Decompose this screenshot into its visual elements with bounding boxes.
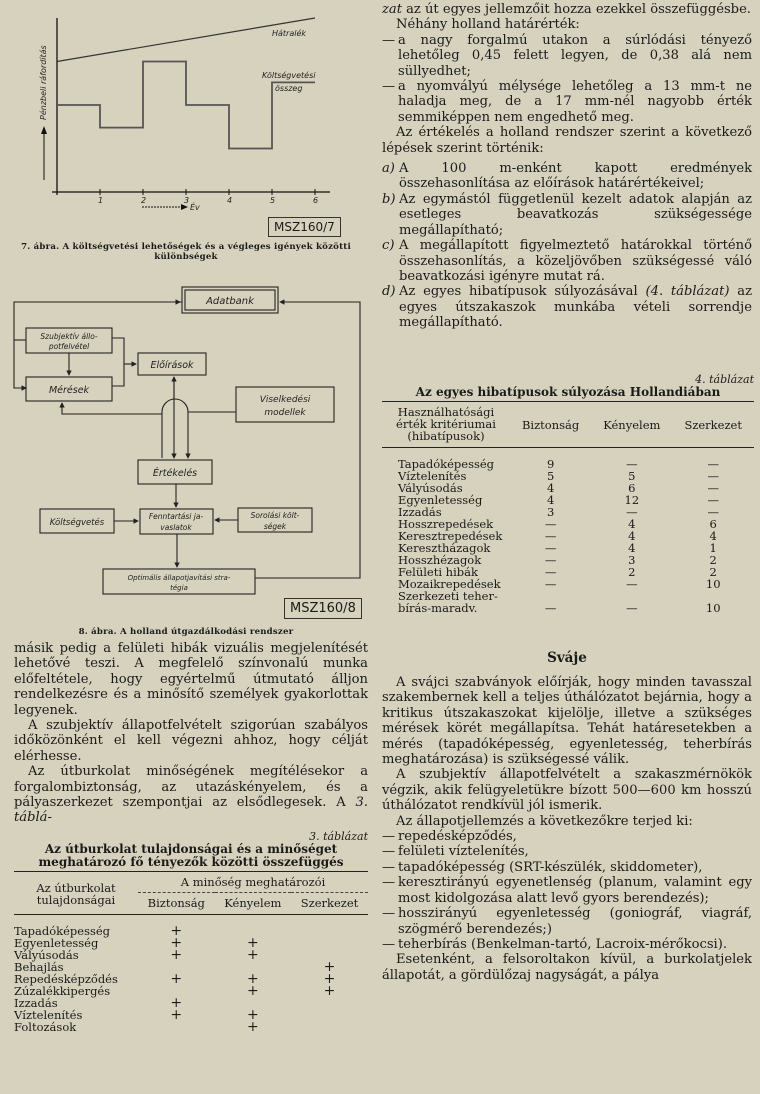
dash-bullet: — [382, 936, 396, 952]
table-cell: + [246, 983, 259, 999]
table-cell: 12 [624, 493, 640, 507]
dash-bullet: — [382, 829, 396, 845]
table-cell: 9 [546, 457, 555, 471]
table-row [382, 602, 754, 614]
table-cell: 4 [628, 517, 636, 531]
table-cell: + [170, 995, 183, 1011]
table-cell: + [170, 1007, 183, 1023]
figure-7-caption-line2: különbségek [154, 252, 218, 262]
column-header: Szerkezet [684, 417, 742, 432]
table-cell: + [323, 971, 336, 987]
y-axis-label: Pénzbeli ráfordítás [39, 45, 48, 120]
connector-szubj-eloirasok [112, 338, 124, 386]
fenntartasi-label-1: Fenntartási ja- [148, 512, 204, 521]
row-header-line1: Az útburkolat [36, 880, 116, 895]
table-4 [382, 373, 754, 614]
table-cell: 10 [705, 577, 721, 591]
row-header-line1: Használhatósági [397, 405, 495, 419]
backlog-series-line [57, 18, 315, 62]
viselkedesi-label-2: modellek [264, 408, 306, 418]
left-column [0, 0, 372, 1094]
column-header: Biztonság [147, 896, 205, 910]
sorolasi-label-1: Sorolási költ- [250, 511, 300, 520]
budget-series-label-line1: Költségvetési [262, 71, 316, 80]
list-item [382, 860, 752, 875]
viselkedesi-label-1: Viselkedési [259, 395, 311, 405]
list-item-text: keresztirányú egyenetlenség (planum, valamint egy most kidolgozása alatt levő gyors berendezés); [398, 875, 752, 906]
list-item-text: a nagy forgalmú utakon a súrlódási tényező lehetőleg 0,45 felett legyen, de 0,38 alá nem süllyedhet; [398, 32, 752, 79]
figure-8-caption: 8. ábra. A holland útgazdálkodási rendszer [78, 627, 294, 637]
table-cell: + [170, 935, 183, 951]
table-3-title-line2: meghatározó fő tényezők közötti összefüggés [38, 855, 344, 869]
table-cell: + [246, 935, 259, 951]
column-header: Kényelem [603, 417, 661, 432]
table-cell: 4 [546, 493, 555, 507]
paragraph: A szubjektív állapotfelvételt a szakaszmérnökök végzik, akik felügyeletükre bízott 500—600 km hosszú úthálózatot rendkívül jól ismerik. [382, 767, 752, 814]
figure-8-diagram [0, 280, 372, 625]
table-3-number: 3. táblázat [309, 830, 368, 843]
table-cell: 3 [546, 505, 555, 519]
list-item-text: tapadóképesség (SRT-készülék, skiddometer), [398, 859, 703, 875]
table-3-title-line1: Az útburkolat tulajdonságai és a minőséget [44, 842, 338, 856]
list-item [382, 33, 752, 79]
table-4-grid [382, 401, 754, 614]
list-item [382, 829, 752, 844]
szubjektiv-label-1: Szubjektív állo- [40, 332, 98, 341]
row-label: Vályúsodás [14, 948, 79, 962]
table-3 [14, 830, 368, 1033]
table-reference: zat [382, 2, 402, 17]
row-label: Felületi hibák [398, 565, 478, 579]
paragraph-text: az út egyes jellemzőit hozza ezekkel összefüggésbe. [401, 2, 751, 17]
column-header: Biztonság [521, 417, 580, 432]
row-label: Izzadás [398, 505, 442, 519]
step-marker: d) [382, 284, 396, 300]
limit-values-list [382, 33, 752, 125]
right-column [382, 0, 754, 1094]
table-cell [291, 1009, 368, 1021]
step-marker: a) [382, 161, 395, 177]
x-tick-label: 1 [98, 196, 104, 205]
list-item [382, 937, 752, 952]
table-cell: — [707, 457, 719, 471]
row-label: Foltozások [14, 1020, 77, 1034]
list-item-text: teherbírás (Benkelman-tartó, Lacroix-mérőkocsi). [398, 936, 728, 952]
ertekeles-label: Értékelés [152, 468, 198, 479]
paragraph: Az értékelés a holland rendszer szerint a következő lépések szerint történik: [382, 125, 752, 156]
meresek-label: Mérések [48, 385, 90, 396]
x-tick-label: 4 [227, 196, 233, 205]
row-label: Víztelenítés [14, 1008, 83, 1022]
list-item-text: felületi víztelenítés, [398, 844, 529, 860]
table-cell: — [544, 577, 557, 591]
koltsegvetes-label: Költségvetés [49, 518, 105, 528]
szubjektiv-label-2: potfelvétel [48, 342, 90, 351]
row-label: Tapadóképesség [14, 924, 111, 938]
table-cell: 6 [709, 517, 717, 531]
x-tick-label: 6 [313, 196, 319, 205]
table-4-row-header [382, 402, 510, 448]
condition-items-list [382, 829, 752, 952]
table-cell: — [707, 505, 719, 519]
figure-7-caption-line1: 7. ábra. A költségvetési lehetőségek és a végleges igények közötti [21, 242, 351, 252]
fenntartasi-label-2: vaslatok [160, 523, 192, 532]
table-reference: 3. táblá- [14, 795, 368, 826]
table-cell: 5 [546, 469, 555, 483]
x-axis-label: Év [190, 203, 200, 212]
table-3-grid [14, 871, 368, 1033]
row-label: Keresztrepedések [398, 529, 503, 543]
figure-7-caption [0, 242, 372, 262]
table-cell: + [323, 983, 336, 999]
optimalis-label-1: Optimális állapotjavítási stra- [127, 574, 231, 582]
table-row [14, 1021, 368, 1033]
sorolasi-label-2: ségek [263, 522, 287, 531]
table-cell: — [544, 553, 557, 567]
row-label: Zúzalékkipergés [14, 984, 111, 998]
svajc-section [382, 650, 752, 983]
step-item [382, 284, 752, 330]
row-label: Egyenletesség [398, 493, 483, 507]
paragraph: A svájci szabványok előírják, hogy minden tavasszal szakembernek kell a teljes úthálózatot bejárnia, hogy a kritikus útszakaszokat kijelölje, illetve a szükséges mérések körét megállapítsa. Tehát határesetekben a mérés (tapadóképesség, egyenletesség, teherbírás meghatározása) is szükségessé válik. [382, 675, 752, 768]
row-label: Hosszrepedések [398, 517, 494, 531]
table-cell: + [246, 971, 259, 987]
row-label: Mozaikrepedések [398, 577, 501, 591]
step-text: A 100 m-enként kapott eredmények összehasonlítása az előírások határértékeivel; [399, 161, 752, 192]
row-label: Víztelenítés [398, 469, 467, 483]
dash-bullet: — [382, 906, 396, 922]
row-label: Szerkezeti teher- [398, 589, 498, 603]
table-cell: — [626, 577, 638, 591]
table-cell: — [626, 601, 638, 615]
table-cell: — [707, 469, 719, 483]
figure-8-stamp: MSZ160/8 [284, 598, 362, 619]
row-label: Repedésképződés [14, 972, 118, 986]
connector-optimalis-adatbank [255, 302, 360, 578]
table-cell: 10 [705, 601, 721, 615]
table-cell: + [246, 1019, 259, 1035]
row-label: Tapadóképesség [398, 457, 495, 471]
table-cell: + [170, 971, 183, 987]
backlog-series-label: Hátralék [272, 29, 307, 38]
figure-7-stamp: MSZ160/7 [268, 217, 341, 237]
row-header-line3: (hibatípusok) [407, 429, 485, 443]
table-cell: + [170, 923, 183, 939]
evaluation-steps-list [382, 161, 752, 330]
step-item [382, 192, 752, 238]
step-text: A megállapított figyelmeztető határokkal történő összehasonlítás, a közeljövőben szükségessé váló beavatkozási igényre mutat rá. [399, 238, 752, 284]
row-header-line2: érték kritériumai [396, 417, 496, 431]
dash-bullet: — [382, 844, 396, 860]
table-cell: — [626, 505, 638, 519]
row-label: Izzadás [14, 996, 58, 1010]
row-label: Behajlás [14, 960, 64, 974]
row-label: Hosszhézagok [398, 553, 482, 567]
table-cell: 4 [628, 541, 636, 555]
paragraph-text: Az útburkolat minőségének megítélésekor a forgalombiztonság, az utazáskényelem, és a pályaszerkezet szempontjai az elsődlegesek. A [14, 764, 368, 811]
paragraph: Néhány holland határérték: [396, 17, 580, 33]
x-tick-label: 2 [141, 196, 147, 205]
figure-7-chart [0, 0, 372, 245]
x-tick-label: 5 [270, 196, 276, 205]
table-cell: 5 [628, 469, 636, 483]
table-cell: 2 [709, 553, 717, 567]
table-cell: — [544, 517, 557, 531]
budget-series-label-line2: összeg [275, 84, 303, 93]
table-cell: — [707, 493, 719, 507]
chart-axes [38, 18, 330, 212]
row-label: Keresztházagok [398, 541, 491, 555]
step-item [382, 161, 752, 192]
list-item-text: a nyomvályú mélysége lehetőleg a 13 mm-t ne haladja meg, de a 17 mm-nél nagyobb érték semmiképpen nem engedhető meg. [398, 79, 752, 125]
y-axis-arrowhead [41, 126, 47, 134]
dash-bullet: — [382, 875, 396, 891]
connector-arch-to-meresek [62, 403, 162, 414]
table-cell: — [707, 481, 719, 495]
table-3-row-header [14, 872, 138, 915]
paragraph [14, 764, 368, 826]
eloirasok-label: Előírások [150, 360, 194, 371]
table-cell: + [246, 947, 259, 963]
table-cell: — [544, 565, 557, 579]
table-row [14, 985, 368, 997]
table-cell: — [626, 457, 638, 471]
paragraph [382, 2, 752, 17]
table-cell: + [246, 1007, 259, 1023]
table-cell: 3 [628, 553, 636, 567]
left-body-text [14, 641, 368, 826]
step-marker: b) [382, 191, 396, 207]
x-tick-label: 3 [184, 196, 190, 205]
list-item [382, 79, 752, 125]
paragraph: másik pedig a felületi hibák vizuális megjelenítését lehetővé teszi. A megfelelő színvonalú munka előfeltétele, hogy egyértelmű útmutató álljon rendelkezésre és a minősítő személyek gyakorlottak legyenek. [14, 641, 368, 718]
list-item [382, 844, 752, 859]
row-label: Egyenletesség [14, 936, 99, 950]
list-item-text: repedésképződés, [398, 829, 517, 845]
adatbank-label: Adatbank [206, 296, 254, 307]
step-text: Az egyes hibatípusok súlyozásával [399, 284, 646, 300]
table-4-title: Az egyes hibatípusok súlyozása Hollandiában [415, 385, 721, 399]
column-header: Szerkezet [300, 896, 359, 910]
table-row [14, 949, 368, 961]
table-reference: (4. táblázat) [645, 284, 730, 300]
table-cell: — [544, 601, 557, 615]
column-header: Kényelem [224, 896, 282, 910]
paragraph: A szubjektív állapotfelvételt szigorúan szabályos időközönként el kell végezni ahhoz, hogy célját elérhesse. [14, 718, 368, 764]
dash-bullet: — [382, 32, 396, 48]
table-cell: 4 [546, 481, 555, 495]
table-3-group-header: A minőség meghatározói [138, 872, 368, 893]
dash-bullet: — [382, 79, 396, 95]
list-item [382, 906, 752, 937]
optimalis-label-2: tégia [170, 584, 188, 592]
section-title: Sváje [547, 650, 587, 666]
table-cell: 4 [709, 529, 717, 543]
dash-bullet: — [382, 859, 396, 875]
table-cell [291, 925, 368, 937]
table-cell: 2 [628, 565, 636, 579]
table-cell [291, 1021, 368, 1033]
step-marker: c) [382, 238, 395, 254]
table-cell: 2 [709, 565, 717, 579]
right-body-text [382, 2, 752, 331]
row-label: bírás-maradv. [398, 601, 478, 615]
table-cell: + [170, 947, 183, 963]
table-cell: + [323, 959, 336, 975]
connector-arch [162, 399, 188, 458]
table-cell [291, 937, 368, 949]
step-text: az egyes útszakaszok munkába vételi sorrendje megállapítható. [399, 284, 752, 331]
table-4-number: 4. táblázat [695, 373, 754, 386]
list-item-text: hosszirányú egyenletesség (goniográf, viagráf, szögmérő berendezés;) [398, 906, 752, 937]
table-cell: — [544, 541, 557, 555]
row-header-line2: tulajdonságai [36, 892, 116, 907]
row-label: Vályúsodás [398, 481, 463, 495]
list-item [382, 875, 752, 906]
table-cell: 1 [709, 541, 717, 555]
table-cell: 4 [628, 529, 636, 543]
step-text: Az egymástól függetlenül kezelt adatok alapján az esetleges beavatkozás szükségessége megállapítható; [399, 191, 752, 238]
table-cell: 6 [628, 481, 636, 495]
table-cell: — [544, 529, 557, 543]
paragraph: Esetenként, a felsoroltakon kívül, a burkolatjelek állapotát, a gördülőzaj nagyságát, a pálya [382, 952, 752, 983]
paragraph: Az állapotjellemzés a következőkre terjed ki: [396, 813, 693, 829]
step-item [382, 238, 752, 284]
